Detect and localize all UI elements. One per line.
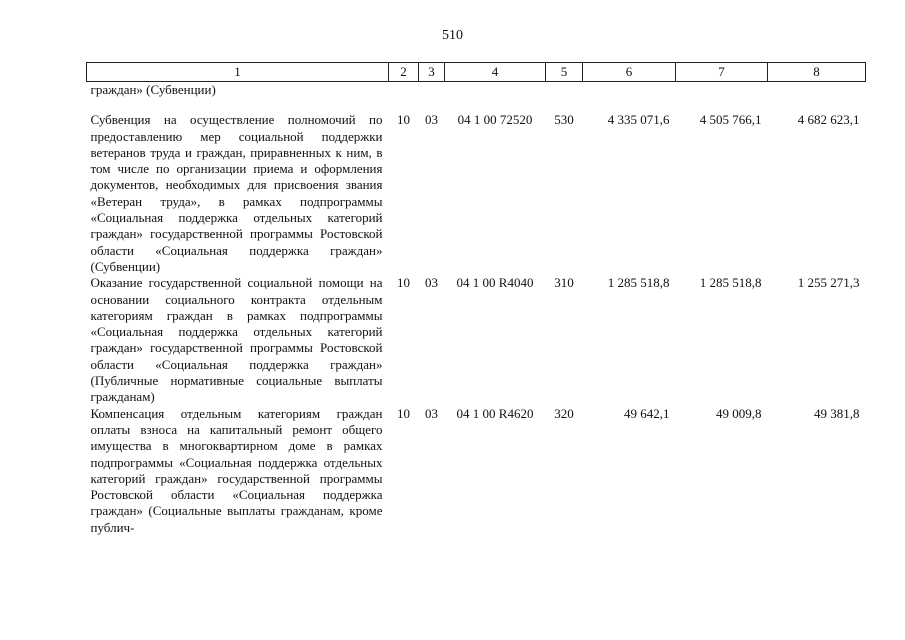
row-target-article: 04 1 00 R4040 (456, 275, 534, 291)
row-amount-year-3: 4 682 623,1 (797, 112, 860, 128)
table-header (87, 63, 866, 82)
row-target-article: 04 1 00 R4620 (456, 405, 534, 421)
budget-table (86, 62, 866, 536)
row-expense-type: 320 (554, 405, 574, 421)
table-body (87, 82, 866, 537)
row-amount-year-1: 49 642,1 (624, 405, 670, 421)
row-subsection: 03 (425, 275, 438, 291)
page-number: 510 (442, 28, 463, 43)
continuation-row (87, 82, 866, 113)
row-section: 10 (397, 112, 410, 128)
row-section: 10 (397, 405, 410, 421)
header-col-5: 5 (546, 63, 583, 82)
row-description: Компенсация отдельным категориям граждан оплаты взноса на капитальный ремонт общего имущества в многоквартирном доме в рамках подпрограммы «Социальная поддержка отдельных категорий граждан» государственной программы Ростовской области «Социальная поддержка граждан» (Социальные выплаты гражданам, кроме публич- (90, 405, 383, 535)
row-amount-year-1: 4 335 071,6 (607, 112, 670, 128)
row-amount-year-2: 1 285 518,8 (699, 275, 762, 291)
header-col-8: 8 (768, 63, 866, 82)
row-section: 10 (397, 275, 410, 291)
row-amount-year-3: 1 255 271,3 (797, 275, 860, 291)
row-target-article: 04 1 00 72520 (457, 112, 533, 128)
row-subsection: 03 (425, 405, 438, 421)
header-row (87, 63, 866, 82)
continuation-text: граждан» (Субвенции) (90, 82, 216, 97)
header-col-4: 4 (445, 63, 546, 82)
header-col-6: 6 (583, 63, 676, 82)
row-description: Оказание государственной социальной помощи на основании социального контракта отдельным категориям граждан в рамках подпрограммы «Социальная поддержка отдельных категорий граждан» государственной программы Ростовской области «Социальная поддержка граждан» (Публичные нормативные социальные выплаты гражданам) (90, 275, 383, 405)
header-col-1: 1 (87, 63, 389, 82)
table-row (87, 275, 866, 405)
row-expense-type: 530 (554, 112, 574, 128)
row-description: Субвенция на осуществление полномочий по предоставлению мер социальной поддержки ветеранов труда и граждан, приравненных к ним, в том числе по организации приема и оформления документов, необходимых для присвоения звания «Ветеран труда», в рамках подпрограммы «Социальная поддержка отдельных категорий граждан» государственной программы Ростовской области «Социальная поддержка граждан» (Субвенции) (90, 112, 383, 274)
row-amount-year-2: 4 505 766,1 (699, 112, 762, 128)
header-col-2: 2 (389, 63, 419, 82)
row-amount-year-1: 1 285 518,8 (607, 275, 670, 291)
row-expense-type: 310 (554, 275, 574, 291)
row-amount-year-3: 49 381,8 (814, 405, 860, 421)
table-row (87, 112, 866, 275)
row-amount-year-2: 49 009,8 (716, 405, 762, 421)
header-col-7: 7 (676, 63, 768, 82)
row-subsection: 03 (425, 112, 438, 128)
table-row (87, 406, 866, 536)
header-col-3: 3 (419, 63, 445, 82)
